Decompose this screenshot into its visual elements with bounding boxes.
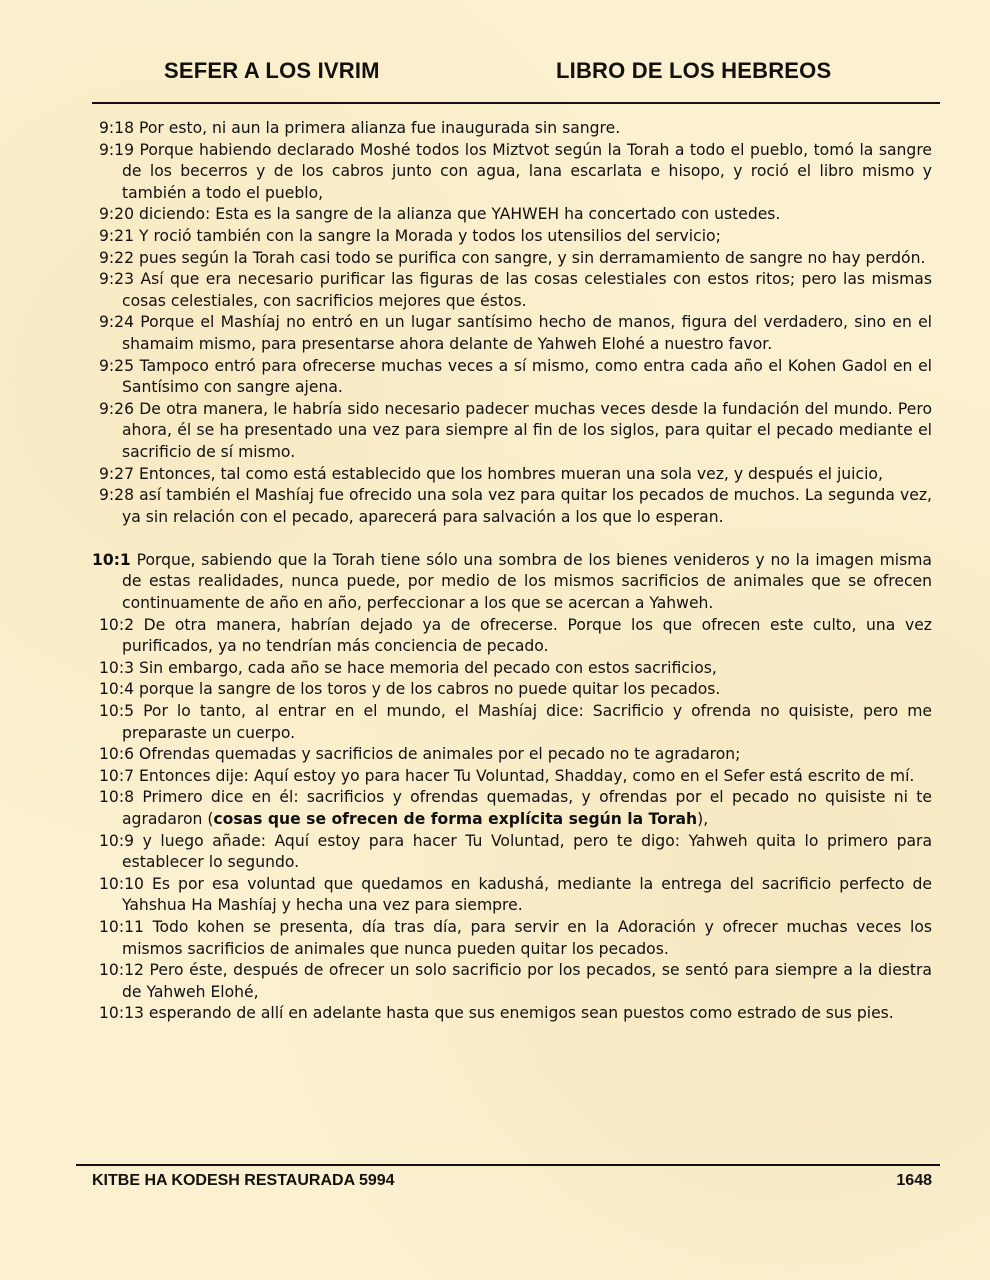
verse — [92, 917, 932, 960]
verse-number: 9:18 — [99, 119, 135, 137]
verse-number: 10:6 — [99, 745, 135, 764]
verse — [92, 1003, 932, 1025]
verse-text: diciendo: Esta es la sangre de la alianza que YAHWEH ha concertado con ustedes. — [139, 205, 781, 224]
verse-text: Porque habiendo declarado Moshé todos los Miztvot según la Torah a todo el pueblo, tomó la sangre de los becerros y de los cabros junto con agua, lana escarlata e hisopo, y roció el libro mismo y también a todo el pueblo, — [122, 140, 932, 202]
verse-number: 9:21 — [99, 226, 135, 245]
verse-text: Sin embargo, cada año se hace memoria del pecado con estos sacrificios, — [139, 658, 717, 677]
verse-number: 10:11 — [99, 917, 144, 936]
verse-number: 10:2 — [99, 615, 135, 634]
verse-number: 9:20 — [99, 205, 135, 224]
verse — [92, 787, 932, 830]
verse-number: 10:12 — [99, 961, 144, 980]
verse-text-end: ), — [697, 810, 709, 828]
verse-emphasis: cosas que se ofrecen de forma explícita según la Torah — [213, 810, 698, 828]
verse-text: Porque, sabiendo que la Torah tiene sólo una sombra de los bienes venideros y no la imagen misma de estas realidades, nunca puede, por medio de los mismos sacrificios de animales que se ofrecen continuamente de año en año, perfeccionar a los que se acercan a Yahweh. — [122, 550, 932, 613]
page-footer — [76, 1164, 940, 1196]
verse — [92, 226, 932, 248]
verse-number: 9:28 — [99, 486, 135, 505]
verse — [92, 615, 932, 658]
verse-text: Por lo tanto, al entrar en el mundo, el Mashíaj dice: Sacrificio y ofrenda no quisiste, pero me preparaste un cuerpo. — [122, 702, 932, 742]
chapter-gap — [92, 528, 932, 550]
verse-text: Primero dice en él: sacrificios y ofrendas quemadas, y ofrendas por el pecado no quisiste ni te agradaron ( — [122, 788, 932, 828]
verse-text: Tampoco entró para ofrecerse muchas veces a sí mismo, como entra cada año el Kohen Gadol en el Santísimo con sangre ajena. — [122, 356, 932, 397]
verse-number: 9:24 — [99, 313, 135, 332]
verse-text: De otra manera, le habría sido necesario padecer muchas veces desde la fundación del mundo. Pero ahora, él se ha presentado una vez para siempre al fin de los siglos, para quitar el pecado mediante el sacrificio de sí mismo. — [122, 399, 932, 461]
verse-number: 10:5 — [99, 702, 135, 721]
scripture-text — [92, 118, 932, 1025]
verse-text: y luego añade: Aquí estoy para hacer Tu Voluntad, pero te digo: Yahweh quita lo primero para establecer lo segundo. — [122, 831, 932, 872]
page-number: 1648 — [896, 1172, 932, 1189]
verse — [92, 248, 932, 270]
verse-text: esperando de allí en adelante hasta que sus enemigos sean puestos como estrado de sus pies. — [148, 1004, 894, 1023]
verse-number: 10:9 — [99, 831, 135, 850]
verse-number: 10:8 — [99, 788, 135, 807]
verse — [92, 766, 932, 788]
header-title-left: SEFER A LOS IVRIM — [164, 58, 380, 83]
verse — [92, 744, 932, 766]
verse-number: 10:10 — [99, 874, 144, 893]
verse-number: 9:23 — [99, 270, 135, 289]
verse-text: Ofrendas quemadas y sacrificios de animales por el pecado no te agradaron; — [139, 745, 741, 764]
chapter-verse-number: 10:1 — [92, 550, 131, 569]
verse-text: Es por esa voluntad que quedamos en kadushá, mediante la entrega del sacrificio perfecto de Yahshua Ha Mashíaj y hecha una vez para siempre. — [122, 874, 932, 915]
verse-number: 9:27 — [99, 464, 135, 483]
footer-book-title: KITBE HA KODESH RESTAURADA 5994 — [92, 1172, 395, 1189]
chapter-first-verse — [92, 550, 932, 615]
verse-text: Todo kohen se presenta, día tras día, para servir en la Adoración y ofrecer muchas veces los mismos sacrificios de animales que nunca pueden quitar los pecados. — [122, 917, 932, 958]
verse-text: Entonces dije: Aquí estoy yo para hacer Tu Voluntad, Shadday, como en el Sefer está escrito de mí. — [139, 766, 915, 785]
verse-text: Por esto, ni aun la primera alianza fue inaugurada sin sangre. — [139, 119, 621, 137]
verse — [92, 464, 932, 486]
verse — [92, 312, 932, 355]
verse — [92, 204, 932, 226]
verse-number: 10:4 — [99, 680, 135, 699]
verse-text: De otra manera, habrían dejado ya de ofrecerse. Porque los que ofrecen este culto, una vez purificados, ya no tendrían más conciencia de pecado. — [122, 615, 932, 656]
page-header — [92, 58, 940, 104]
verse — [92, 485, 932, 528]
verse — [92, 679, 932, 701]
verse-number: 9:25 — [99, 356, 135, 375]
verse — [92, 140, 932, 205]
verse-text: Entonces, tal como está establecido que los hombres mueran una sola vez, y después el juicio, — [139, 464, 883, 483]
verse — [92, 399, 932, 464]
verse-number: 10:7 — [99, 766, 135, 785]
verse-text: pues según la Torah casi todo se purifica con sangre, y sin derramamiento de sangre no hay perdón. — [139, 248, 926, 267]
verse-number: 9:22 — [99, 248, 135, 267]
verse-text: porque la sangre de los toros y de los cabros no puede quitar los pecados. — [139, 680, 721, 699]
verse-text: Así que era necesario purificar las figuras de las cosas celestiales con estos ritos; pero las mismas cosas celestiales, con sacrificios mejores que éstos. — [122, 270, 932, 310]
verse — [92, 118, 932, 140]
verse-number: 10:13 — [99, 1004, 144, 1023]
verse — [92, 831, 932, 874]
verse-number: 10:3 — [99, 658, 135, 677]
verse — [92, 960, 932, 1003]
verse — [92, 269, 932, 312]
verse-number: 9:19 — [99, 140, 135, 159]
verse — [92, 874, 932, 917]
verse-text: Pero éste, después de ofrecer un solo sacrificio por los pecados, se sentó para siempre a la diestra de Yahweh Elohé, — [122, 961, 932, 1001]
verse — [92, 701, 932, 744]
verse — [92, 658, 932, 680]
header-title-right: LIBRO DE LOS HEBREOS — [556, 58, 832, 83]
verse-number: 9:26 — [99, 399, 135, 418]
verse-text: Y roció también con la sangre la Morada y todos los utensilios del servicio; — [139, 226, 721, 245]
verse-text: Porque el Mashíaj no entró en un lugar santísimo hecho de manos, figura del verdadero, sino en el shamaim mismo, para presentarse ahora delante de Yahweh Elohé a nuestro favor. — [122, 313, 932, 353]
verse — [92, 356, 932, 399]
verse-text: así también el Mashíaj fue ofrecido una sola vez para quitar los pecados de muchos. La segunda vez, ya sin relación con el pecado, aparecerá para salvación a los que lo esperan. — [122, 486, 932, 526]
